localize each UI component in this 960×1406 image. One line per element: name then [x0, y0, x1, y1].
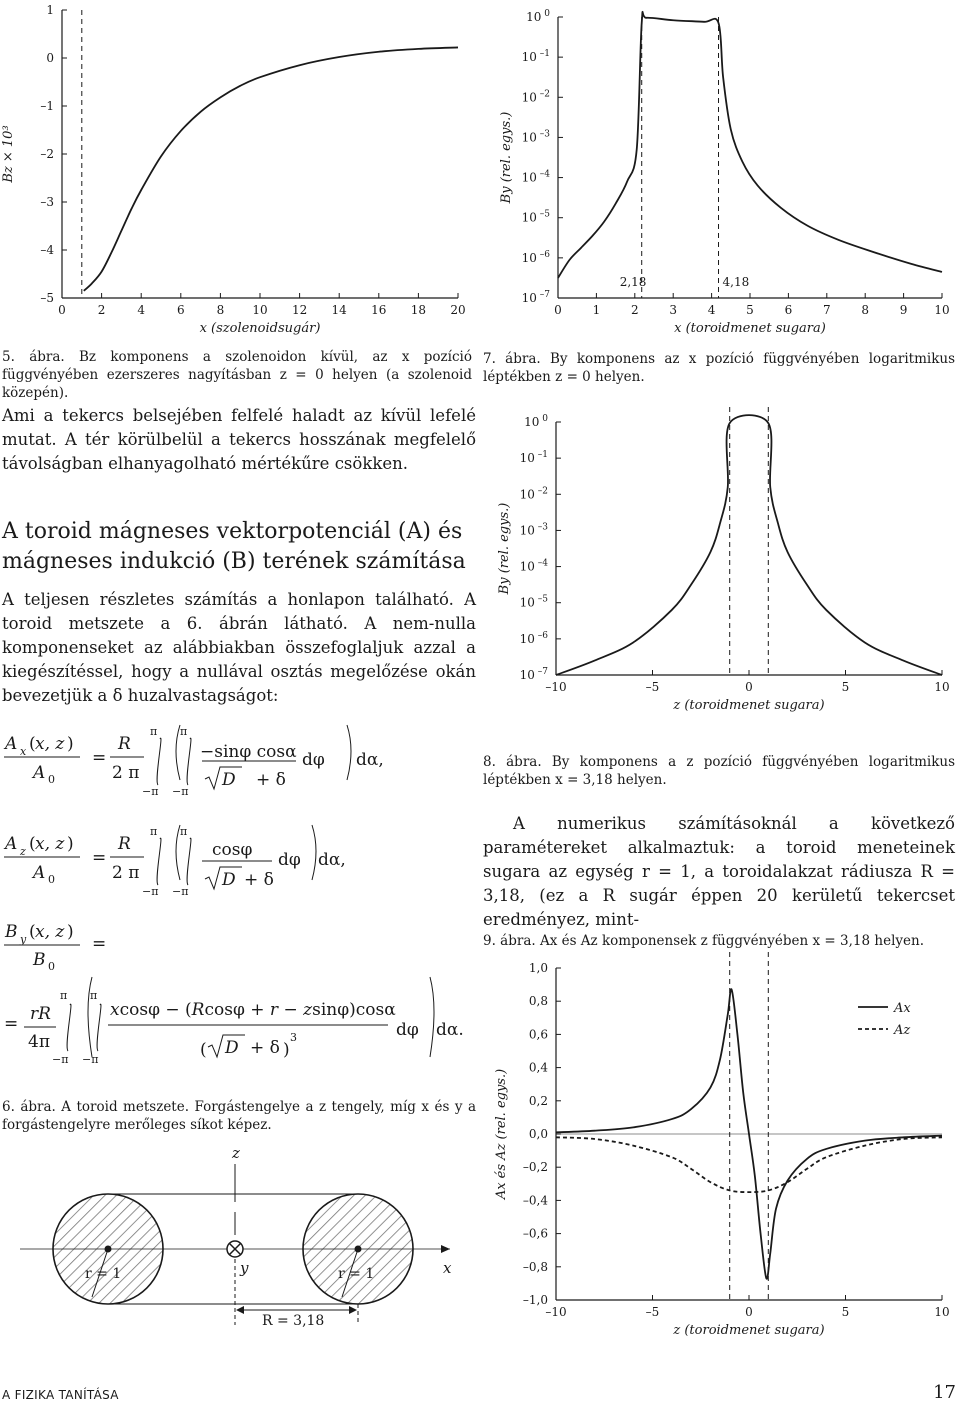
x-tick-label: 10 [934, 680, 950, 694]
svg-text:x: x [20, 745, 27, 758]
major-radius-label: R = 3,18 [262, 1313, 325, 1329]
svg-text:dφ: dφ [302, 750, 325, 770]
svg-text:2 π: 2 π [112, 763, 140, 783]
y-tick-label: 10 $^{-4}$ [521, 169, 550, 185]
x-tick-label: 7 [822, 303, 831, 317]
y-axis-title: Ax és Az (rel. egys.) [494, 1068, 509, 1200]
x-tick-label: 10 [934, 1305, 950, 1319]
y-axis-title: By (rel. egys.) [497, 502, 512, 595]
svg-text:A: A [33, 763, 46, 783]
x-tick-label: –5 [645, 680, 660, 694]
x-tick-label: 16 [371, 303, 387, 317]
x-axis-title: x (szolenoidsugár) [199, 321, 321, 336]
y-axis-label: y [240, 1259, 249, 1277]
x-tick-label: 0 [745, 680, 753, 694]
y-tick-label: 10 $^{-6}$ [519, 630, 548, 646]
y-tick-label: 0,8 [528, 994, 548, 1009]
svg-text:): ) [67, 834, 74, 854]
y-tick-label: –3 [40, 195, 54, 209]
x-tick-label: 0 [554, 303, 562, 317]
x-axis-title: x (toroidmenet sugara) [674, 321, 826, 336]
x-tick-label: 4 [137, 303, 146, 317]
y-tick-label: –0,2 [522, 1160, 548, 1175]
svg-text:xcosφ − (Rcosφ + r − zsinφ)cos: xcosφ − (Rcosφ + r − zsinφ)cosα [110, 1000, 396, 1020]
svg-text:B: B [33, 950, 46, 970]
y-tick-label: 10 $^{-1}$ [521, 49, 550, 65]
section-heading: A toroid mágneses vektorpotenciál (A) és mágneses indukció (B) terének számítása [2, 519, 466, 574]
y-tick-label: 10 $^0$ [524, 414, 548, 429]
dashed-annotation: 2,18 [619, 275, 647, 289]
svg-text:−π: −π [172, 885, 189, 898]
svg-text:4π: 4π [28, 1032, 50, 1052]
y-tick-label: 0 [46, 51, 54, 65]
series-line-Az [556, 1137, 942, 1192]
x-tick-label: 2 [630, 303, 639, 317]
x-tick-label: 10 [252, 303, 268, 317]
figure-7-chart [480, 0, 960, 345]
svg-text:π: π [180, 825, 188, 838]
y-tick-label: –4 [40, 243, 54, 257]
svg-text:R: R [118, 734, 131, 754]
x-axis-label: x [443, 1259, 452, 1277]
figure-9-caption: 9. ábra. Ax és Az komponensek z függvényében x = 3,18 helyen. [483, 933, 924, 949]
y-tick-label: 10 $^{-5}$ [521, 209, 550, 225]
y-tick-label: 10 $^{-3}$ [519, 522, 548, 538]
series-line-main [558, 12, 942, 278]
svg-text:z: z [20, 845, 26, 858]
journal-name: A FIZIKA TANÍTÁSA [2, 1388, 119, 1402]
x-tick-label: 5 [841, 680, 850, 694]
y-tick-label: 10 $^{-3}$ [521, 129, 550, 145]
paragraph-method: A teljesen részletes számítás a honlapon található. A toroid metszete a 6. ábrán látható. A nem-nulla komponenseket az alábbiakban összefoglaljuk azzal a kiegészítéssel, hogy a nullával osztás megelőzése okán bevezetjük a δ huzalvastagságot: [2, 590, 476, 705]
x-tick-label: 14 [331, 303, 347, 317]
paragraph-parameters: A numerikus számításoknál a következő paramétereket alkalmaztuk: a toroid meneteinek sugara az egység r = 1, a toroidalakzat rádiusza R = 3,18, (ez a R sugár éppen 20 kerületű tekercset eredményez, mint- [483, 814, 955, 929]
svg-text:−sinφ cosα: −sinφ cosα [200, 742, 297, 762]
x-tick-label: 8 [216, 303, 225, 317]
svg-text:rR: rR [30, 1004, 51, 1024]
svg-text:3: 3 [290, 1031, 297, 1044]
svg-text:D: D [222, 770, 236, 790]
svg-text:+ δ: + δ [244, 870, 274, 890]
left-radius-label: r = 1 [85, 1266, 122, 1282]
x-tick-label: 0 [745, 1305, 753, 1319]
svg-text:=: = [92, 934, 107, 954]
x-tick-label: 6 [784, 303, 793, 317]
svg-text:π: π [180, 725, 188, 738]
svg-text:dφ: dφ [278, 850, 301, 870]
dashed-annotation: 4,18 [722, 275, 750, 289]
figure-8-caption: 8. ábra. By komponens a z pozíció függvényében logaritmikus léptékben x = 3,18 helyen. [483, 754, 955, 788]
y-tick-label: 1 [46, 3, 54, 17]
y-tick-label: –2 [40, 147, 54, 161]
x-tick-label: 8 [861, 303, 870, 317]
svg-text:x, z: x, z [35, 834, 65, 854]
svg-text:R: R [118, 834, 131, 854]
svg-text:−π: −π [172, 785, 189, 798]
y-tick-label: 10 $^0$ [526, 9, 550, 24]
svg-text:−π: −π [142, 885, 159, 898]
svg-text:=: = [4, 1014, 19, 1034]
legend-label: Az [894, 1023, 911, 1038]
paragraph-intro: Ami a tekercs belsejében felfelé haladt az kívül lefelé mutat. A tér körülbelül a tekercs hosszának megfelelő távolságban elhanyagolható mértékűre csökken. [2, 406, 476, 473]
svg-text:2 π: 2 π [112, 863, 140, 883]
figure-6-caption: 6. ábra. A toroid metszete. Forgástengelye a z tengely, míg x és y a forgástengelyre merőleges síkot képez. [2, 1099, 476, 1133]
svg-text:π: π [150, 725, 158, 738]
series-line-main [84, 47, 458, 290]
y-tick-label: 0,2 [528, 1093, 548, 1108]
svg-text:cosφ: cosφ [212, 840, 253, 860]
figure-9-chart [480, 950, 960, 1338]
y-tick-label: 0,4 [528, 1060, 548, 1075]
figure-5-chart [0, 0, 480, 345]
legend-label: Ax [894, 1001, 911, 1016]
svg-text:π: π [60, 989, 68, 1002]
svg-text:(: ( [29, 834, 36, 854]
svg-text:A: A [33, 863, 46, 883]
x-tick-label: 0 [58, 303, 66, 317]
svg-text:π: π [150, 825, 158, 838]
y-tick-label: 10 $^{-2}$ [519, 486, 548, 502]
x-tick-label: 5 [746, 303, 754, 317]
svg-text:+ δ: + δ [256, 770, 286, 790]
svg-text:D: D [225, 1038, 239, 1058]
svg-text:−π: −π [52, 1053, 69, 1066]
svg-text:): ) [283, 1040, 290, 1060]
y-tick-label: 10 $^{-7}$ [519, 667, 548, 682]
svg-text:A: A [5, 734, 18, 754]
svg-text:D: D [222, 870, 236, 890]
svg-text:B: B [5, 922, 18, 942]
figure-6-toroid-cross-section [0, 1130, 480, 1340]
svg-text:dα,: dα, [356, 750, 384, 770]
y-tick-label: 10 $^{-5}$ [519, 594, 548, 610]
y-tick-label: 0,6 [528, 1027, 548, 1042]
z-axis-label: z [232, 1144, 240, 1162]
equations [0, 715, 480, 1070]
x-tick-label: 10 [934, 303, 950, 317]
x-axis-title: z (toroidmenet sugara) [673, 1323, 825, 1338]
y-tick-label: 10 $^{-2}$ [521, 89, 550, 105]
svg-text:dα,: dα, [318, 850, 346, 870]
y-tick-label: –0,6 [522, 1226, 548, 1241]
svg-text:0: 0 [48, 960, 55, 973]
svg-text:=: = [92, 748, 107, 768]
x-tick-label: 5 [841, 1305, 850, 1319]
y-tick-label: 0,0 [528, 1127, 548, 1141]
svg-text:x, z: x, z [35, 734, 65, 754]
y-tick-label: 10 $^{-1}$ [519, 450, 548, 466]
svg-text:=: = [92, 848, 107, 868]
x-tick-label: –10 [545, 1305, 567, 1319]
page-number: 17 [933, 1382, 956, 1403]
x-tick-label: 9 [899, 303, 908, 317]
x-tick-label: –5 [645, 1305, 660, 1319]
svg-text:−π: −π [142, 785, 159, 798]
y-tick-label: –0,8 [522, 1259, 548, 1274]
svg-text:+ δ: + δ [250, 1038, 280, 1058]
figure-8-chart [480, 405, 960, 750]
y-tick-label: 10 $^{-7}$ [521, 290, 550, 305]
svg-text:0: 0 [48, 873, 55, 886]
svg-text:): ) [67, 734, 74, 754]
x-tick-label: 2 [97, 303, 106, 317]
x-tick-label: –10 [545, 680, 567, 694]
svg-text:−π: −π [82, 1053, 99, 1066]
svg-text:A: A [5, 834, 18, 854]
svg-text:dφ: dφ [396, 1020, 419, 1040]
x-tick-label: 3 [669, 303, 678, 317]
svg-text:(: ( [200, 1040, 207, 1060]
x-tick-label: 4 [707, 303, 716, 317]
svg-text:(: ( [29, 734, 36, 754]
y-tick-label: –0,4 [522, 1193, 548, 1208]
y-tick-label: –1 [40, 99, 54, 113]
x-tick-label: 12 [291, 303, 308, 317]
svg-text:dα.: dα. [436, 1020, 464, 1040]
svg-text:): ) [67, 922, 74, 942]
x-axis-title: z (toroidmenet sugara) [673, 698, 825, 713]
figure-5-caption: 5. ábra. Bz komponens a szolenoidon kívül, az x pozíció függvényében ezerszeres nagyításban z = 0 helyen (a szolenoid közepén). [2, 349, 472, 401]
y-tick-label: –1,0 [522, 1293, 548, 1307]
x-tick-label: 20 [450, 303, 466, 317]
svg-text:y: y [20, 933, 27, 946]
x-tick-label: 1 [592, 303, 601, 317]
x-tick-label: 6 [176, 303, 185, 317]
svg-text:x, z: x, z [35, 922, 65, 942]
y-axis-title: By (rel. egys.) [499, 111, 514, 204]
y-tick-label: 10 $^{-4}$ [519, 558, 548, 574]
right-radius-label: r = 1 [338, 1266, 375, 1282]
x-tick-label: 18 [410, 303, 427, 317]
svg-text:(: ( [29, 922, 36, 942]
figure-7-caption: 7. ábra. By komponens az x pozíció függvényében logaritmikus léptékben z = 0 helyen. [483, 351, 955, 385]
series-line-main [556, 415, 942, 675]
y-tick-label: 10 $^{-6}$ [521, 249, 550, 265]
y-tick-label: 1,0 [528, 961, 548, 975]
y-axis-title: Bz × 10³ [1, 125, 16, 183]
svg-text:π: π [90, 989, 98, 1002]
y-tick-label: –5 [40, 291, 54, 305]
svg-text:0: 0 [48, 773, 55, 786]
